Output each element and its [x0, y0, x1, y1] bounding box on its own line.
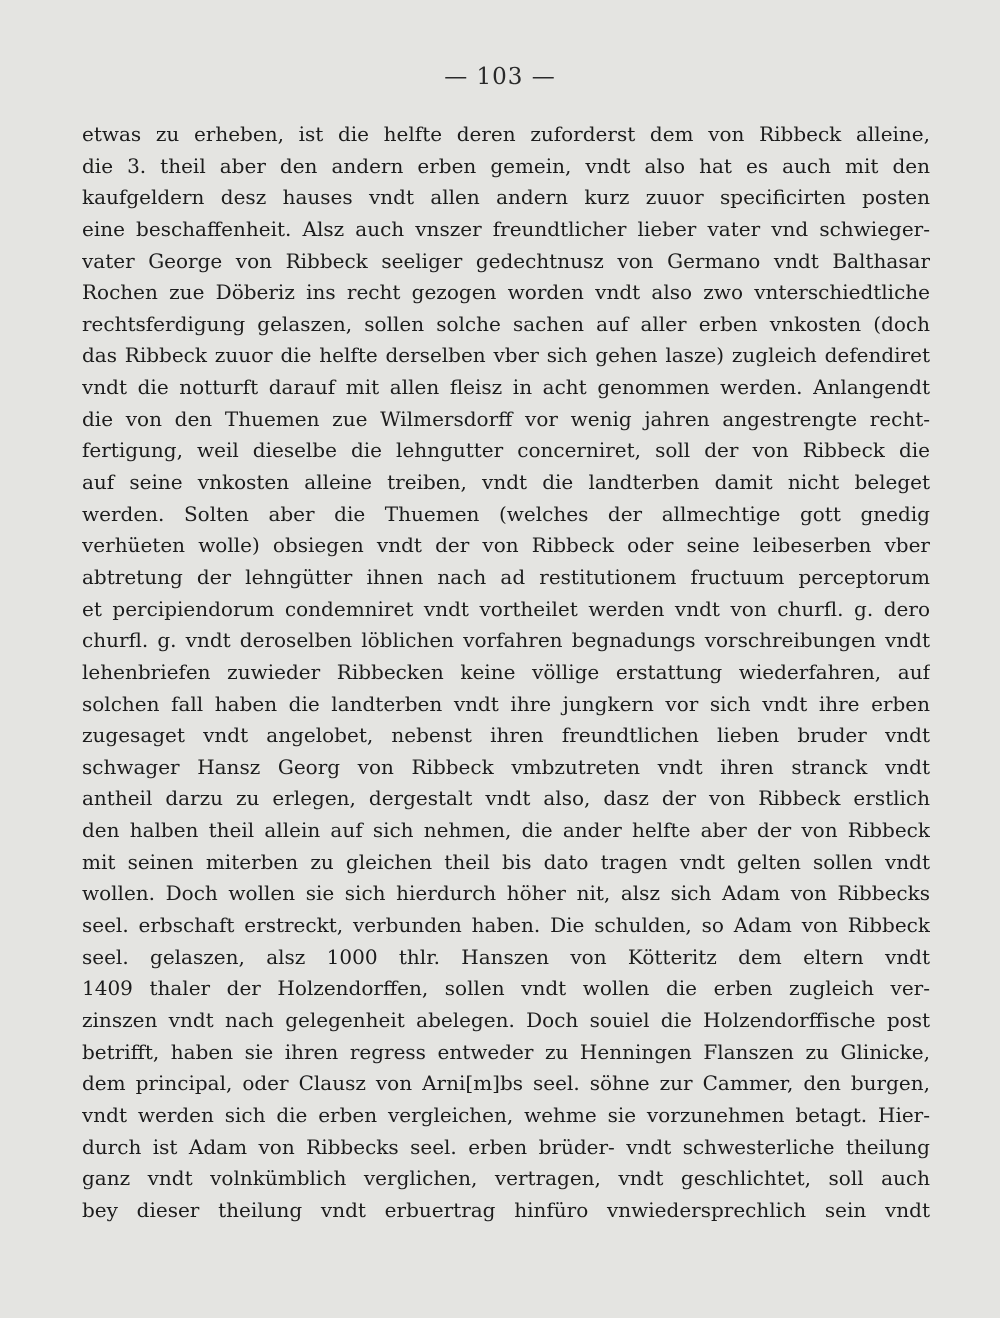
text-line: schwager Hansz Georg von Ribbeck vmbzutreten vndt ihren stranck vndt	[82, 754, 930, 779]
text-line: bey dieser theilung vndt erbuertrag hinfüro vnwiedersprechlich sein vndt	[82, 1197, 930, 1222]
text-line: etwas zu erheben, ist die helfte deren zuforderst dem von Ribbeck alleine,	[82, 122, 930, 146]
text-line: 1409 thaler der Holzendorffen, sollen vndt wollen die erben zugleich ver-	[82, 976, 930, 1001]
text-line: durch ist Adam von Ribbecks seel. erben brüder- vndt schwesterliche theilung	[82, 1134, 930, 1159]
text-line: abtretung der lehngütter ihnen nach ad restitutionem fructuum perceptorum	[82, 564, 930, 589]
page-number: — 103 —	[444, 64, 556, 90]
text-line: auf seine vnkosten alleine treiben, vndt die landterben damit nicht beleget	[82, 470, 930, 495]
text-line: vater George von Ribbeck seeliger gedechtnusz von Germano vndt Balthasar	[82, 248, 930, 273]
text-line: solchen fall haben die landterben vndt ihre jungkern vor sich vndt ihre erben	[82, 691, 930, 716]
text-line: das Ribbeck zuuor die helfte derselben vber sich gehen lasze) zugleich defendiret	[82, 343, 930, 368]
text-line: lehenbriefen zuwieder Ribbecken keine völlige erstattung wiederfahren, auf	[82, 659, 930, 684]
text-line: zugesaget vndt angelobet, nebenst ihren freundtlichen lieben bruder vndt	[82, 723, 930, 748]
text-line: zinszen vndt nach gelegenheit abelegen. Doch souiel die Holzendorffische post	[82, 1007, 930, 1032]
text-line: ganz vndt volnkümblich verglichen, vertragen, vndt geschlichtet, soll auch	[82, 1166, 930, 1191]
text-line: die von den Thuemen zue Wilmersdorff vor wenig jahren angestrengte recht-	[82, 406, 930, 431]
text-line: churfl. g. vndt deroselben löblichen vorfahren begnadungs vorschreibungen vndt	[82, 628, 930, 653]
text-line: den halben theil allein auf sich nehmen, die ander helfte aber der von Ribbeck	[82, 818, 930, 843]
text-line: mit seinen miterben zu gleichen theil bis dato tragen vndt gelten sollen vndt	[82, 849, 930, 874]
text-line: rechtsferdigung gelaszen, sollen solche sachen auf aller erben vnkosten (doch	[82, 311, 930, 336]
text-line: seel. gelaszen, alsz 1000 thlr. Hanszen von Kötteritz dem eltern vndt	[82, 944, 930, 969]
text-line: kaufgeldern desz hauses vndt allen andern kurz zuuor specificirten posten	[82, 185, 930, 210]
text-line: eine beschaffenheit. Alsz auch vnszer freundtlicher lieber vater vnd schwieger-	[82, 216, 930, 241]
text-line: antheil darzu zu erlegen, dergestalt vndt also, dasz der von Ribbeck erstlich	[82, 786, 930, 811]
text-line: et percipiendorum condemniret vndt vortheilet werden vndt von churfl. g. dero	[82, 596, 930, 621]
text-line: seel. erbschaft erstreckt, verbunden haben. Die schulden, so Adam von Ribbeck	[82, 913, 930, 938]
text-line: wollen. Doch wollen sie sich hierdurch höher nit, alsz sich Adam von Ribbecks	[82, 881, 930, 906]
text-line: werden. Solten aber die Thuemen (welches der allmechtige gott gnedig	[82, 501, 930, 526]
text-line: vndt werden sich die erben vergleichen, wehme sie vorzunehmen betagt. Hier-	[82, 1102, 930, 1127]
text-line: vndt die notturft darauf mit allen fleisz in acht genommen werden. Anlangendt	[82, 375, 930, 400]
text-line: dem principal, oder Clausz von Arni[m]bs seel. söhne zur Cammer, den burgen,	[82, 1071, 930, 1096]
text-line: verhüeten wolle) obsiegen vndt der von Ribbeck oder seine leibeserben vber	[82, 533, 930, 558]
text-line: fertigung, weil dieselbe die lehngutter concerniret, soll der von Ribbeck die	[82, 438, 930, 463]
text-line: betrifft, haben sie ihren regress entweder zu Henningen Flanszen zu Glinicke,	[82, 1039, 930, 1064]
body-text	[82, 119, 930, 1226]
text-line: die 3. theil aber den andern erben gemein, vndt also hat es auch mit den	[82, 153, 930, 178]
text-line: Rochen zue Döberiz ins recht gezogen worden vndt also zwo vnterschiedtliche	[82, 280, 930, 305]
